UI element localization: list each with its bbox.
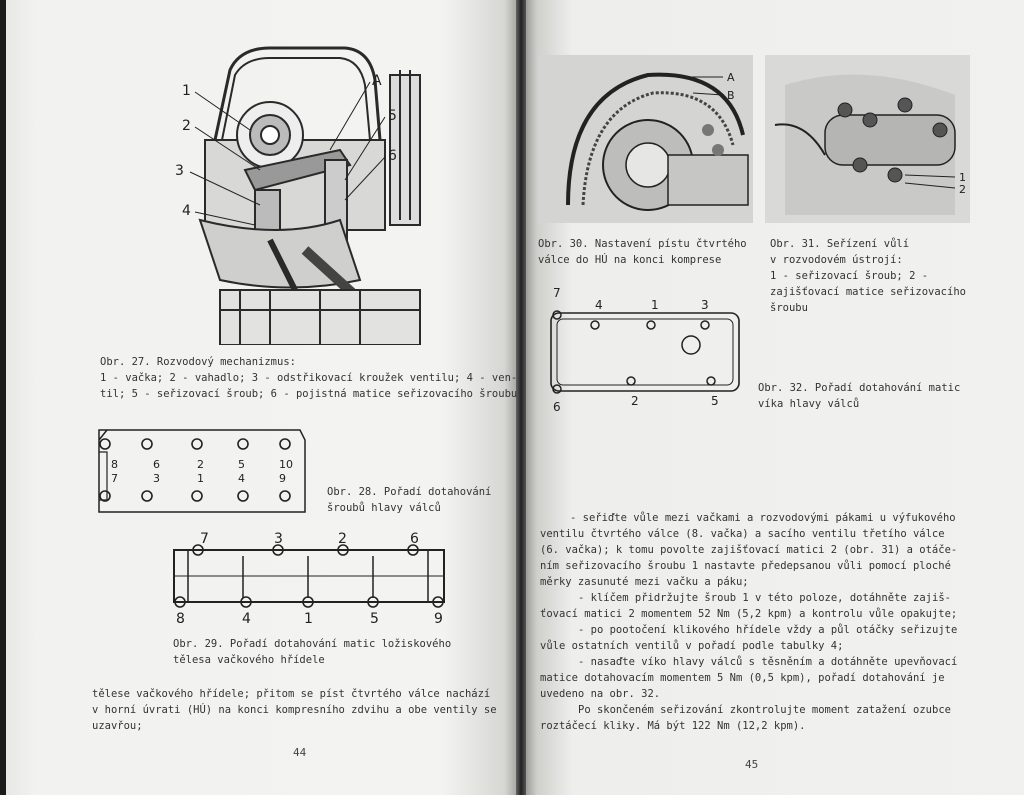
body-line: (6. vačka); k tomu povolte zajišťovací matici 2 (obr. 31) a otáče- (540, 544, 958, 556)
fig27-caption (100, 354, 517, 402)
fig28-bolt-number: 1 (197, 472, 204, 485)
body-line: ťovací matici 2 momentem 52 Nm (5,2 kpm) a kontrolu vůle opakujte; (540, 608, 958, 620)
body-line: - seřiďte vůle mezi vačkami a rozvodovými pákami u výfukového (570, 512, 956, 524)
body-line: uzavřou; (92, 720, 143, 732)
fig29-nut-number: 8 (176, 611, 185, 627)
fig31-caption-line: Obr. 31. Seřízení vůlí (770, 238, 910, 250)
fig31-caption (770, 236, 966, 316)
fig29-nut-number: 2 (338, 531, 347, 547)
body-line: - nasaďte víko hlavy válců s těsněním a dotáhněte upevňovací (578, 656, 958, 668)
fig30-caption-line: válce do HÚ na konci komprese (538, 254, 722, 266)
fig28-caption-line: šroubů hlavy válců (327, 502, 441, 514)
fig27-caption-line: Obr. 27. Rozvodový mechanizmus: (100, 356, 296, 368)
fig27-caption-line: til; 5 - seřizovací šroub; 6 - pojistná matice seřizovacího šroubu (100, 388, 518, 400)
fig32-nut-number: 2 (631, 394, 639, 408)
fig29-caption-line: Obr. 29. Pořadí dotahování matic ložiskového (173, 638, 452, 650)
fig29-nut-number: 7 (200, 531, 209, 547)
book-gutter (516, 0, 526, 795)
figure-32-cover-nut-order (543, 285, 743, 415)
figure-30-flywheel-tdc (538, 55, 753, 223)
fig27-callout: 2 (182, 118, 191, 134)
body-line: - po pootočení klikového hřídele vždy a půl otáčky seřizujte (578, 624, 958, 636)
body-line: v horní úvrati (HÚ) na konci kompresního zdvihu a obe ventily se (92, 704, 497, 716)
fig32-caption (758, 380, 960, 412)
fig31-caption-line: 1 - seřizovací šroub; 2 - (770, 270, 929, 282)
body-line: ventilu čtvrtého válce (8. vačka) a sacího ventilu třetího válce (540, 528, 945, 540)
figure-27-valve-mechanism (160, 40, 440, 345)
fig29-caption (173, 636, 451, 668)
left-body-text (92, 686, 497, 734)
figure-28-head-bolt-order (95, 422, 310, 517)
body-line: matice dotahovacím momentem 5 Nm (0,5 kpm), pořadí dotahování je (540, 672, 945, 684)
fig28-bolt-number: 6 (153, 458, 160, 471)
fig32-caption-line: Obr. 32. Pořadí dotahování matic (758, 382, 961, 394)
fig32-nut-number: 5 (711, 394, 719, 408)
fig29-caption-line: tělesa vačkového hřídele (173, 654, 325, 666)
fig29-nut-number: 9 (434, 611, 443, 627)
fig29-nut-number: 6 (410, 531, 419, 547)
page-number-left: 44 (293, 746, 307, 759)
fig28-bolt-number: 9 (279, 472, 286, 485)
fig30-caption (538, 236, 747, 268)
fig27-callout: 6 (388, 148, 397, 164)
fig27-callout: 5 (388, 108, 397, 124)
fig30-caption-line: Obr. 30. Nastavení pístu čtvrtého (538, 238, 747, 250)
fig28-bolt-number: 5 (238, 458, 245, 471)
fig32-nut-number: 1 (651, 298, 659, 312)
fig29-nut-number: 1 (304, 611, 313, 627)
figure-31-valve-clearance (765, 55, 970, 223)
fig28-caption-line: Obr. 28. Pořadí dotahování (327, 486, 492, 498)
body-line: roztáčecí kliky. Má být 122 Nm (12,2 kpm). (540, 720, 806, 732)
body-line: ním seřizovacího šroubu 1 nastavte předepsanou vůli pomocí ploché (540, 560, 951, 572)
body-line: - klíčem přidržujte šroub 1 v této poloze, dotáhněte zajiš- (578, 592, 951, 604)
fig27-callout: 4 (182, 203, 191, 219)
fig31-caption-line: šroubu (770, 302, 808, 314)
fig30-callout: A (727, 71, 735, 84)
page-number-right: 45 (745, 758, 759, 771)
fig28-caption (327, 484, 491, 516)
fig32-nut-number: 7 (553, 286, 561, 300)
fig29-nut-number: 3 (274, 531, 283, 547)
fig32-nut-number: 6 (553, 400, 561, 414)
fig29-nut-number: 4 (242, 611, 251, 627)
fig27-callout: 3 (175, 163, 184, 179)
fig27-callout: 1 (182, 83, 191, 99)
fig32-caption-line: víka hlavy válců (758, 398, 860, 410)
fig31-callout: 1 (959, 171, 966, 184)
body-line: vůle ostatních ventilů v pořadí podle tabulky 4; (540, 640, 844, 652)
right-body-text (540, 510, 957, 734)
fig32-nut-number: 4 (595, 298, 603, 312)
fig31-callout: 2 (959, 183, 966, 196)
body-line: měrky zasunuté mezi vačku a páku; (540, 576, 749, 588)
fig31-caption-line: zajišťovací matice seřizovacího (770, 286, 966, 298)
fig28-bolt-number: 3 (153, 472, 160, 485)
body-line: Po skončeném seřizování zkontrolujte moment zatažení ozubce (578, 704, 951, 716)
fig27-callout: A (372, 73, 382, 89)
fig28-bolt-number: 4 (238, 472, 245, 485)
fig29-nut-number: 5 (370, 611, 379, 627)
fig32-nut-number: 3 (701, 298, 709, 312)
fig28-bolt-number: 2 (197, 458, 204, 471)
body-line: tělese vačkového hřídele; přitom se píst čtvrtého válce nachází (92, 688, 491, 700)
fig28-bolt-number: 8 (111, 458, 118, 471)
figure-29-camshaft-nut-order (168, 528, 453, 628)
fig28-bolt-number: 10 (279, 458, 293, 471)
body-line: uvedeno na obr. 32. (540, 688, 661, 700)
fig27-caption-line: 1 - vačka; 2 - vahadlo; 3 - odstřikovací kroužek ventilu; 4 - ven- (100, 372, 518, 384)
fig28-bolt-number: 7 (111, 472, 118, 485)
fig31-caption-line: v rozvodovém ústrojí: (770, 254, 903, 266)
fig30-callout: B (727, 89, 735, 102)
